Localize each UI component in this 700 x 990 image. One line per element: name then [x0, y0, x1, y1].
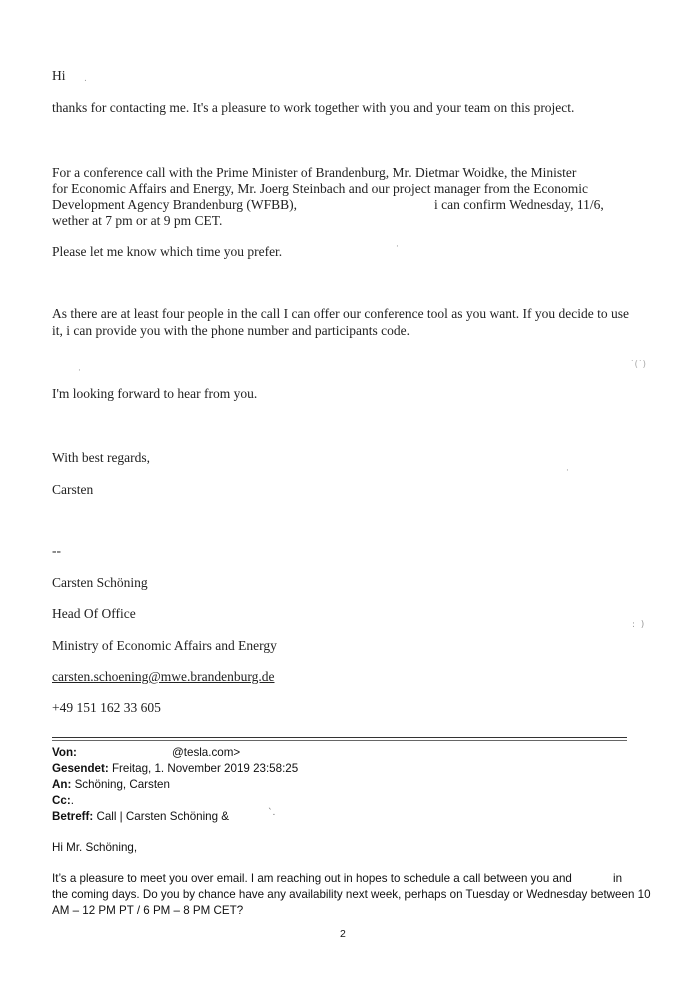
header-betreff-label: Betreff: — [52, 810, 94, 823]
reply-sender-name: Carsten — [52, 482, 94, 497]
header-cc-value: . — [70, 794, 74, 807]
reply-paragraph-4-line-2: it, i can provide you with the phone number and participants code. — [52, 323, 411, 338]
scan-speck: · — [78, 366, 81, 376]
forwarded-body-line-1b: in — [613, 872, 623, 885]
header-cc-row — [52, 793, 74, 809]
reply-paragraph-2-line-3a: Development Agency Brandenburg (WFBB), — [52, 197, 297, 212]
reply-paragraph-2-line-2: for Economic Affairs and Energy, Mr. Joerg Steinbach and our project manager from the Economic — [52, 181, 588, 196]
reply-paragraph-2-line-3b: i can confirm Wednesday, 11/6, — [434, 197, 604, 212]
header-divider — [52, 737, 627, 738]
signature-ministry: Ministry of Economic Affairs and Energy — [52, 638, 277, 653]
header-divider-shadow — [52, 740, 627, 741]
forwarded-body-line-2: the coming days. Do you by chance have any availability next week, perhaps on Tuesday or Wednesday between 10 — [52, 888, 651, 901]
reply-paragraph-4-line-1: As there are at least four people in the call I can offer our conference tool as you want. If you decide to use — [52, 306, 630, 321]
header-gesendet-label: Gesendet: — [52, 762, 109, 775]
header-gesendet-row — [52, 761, 298, 777]
scan-speck: : ) — [632, 620, 645, 630]
reply-paragraph-2-line-1: For a conference call with the Prime Minister of Brandenburg, Mr. Dietmar Woidke, the Minister — [52, 165, 577, 180]
header-von-label: Von: — [52, 746, 77, 759]
header-an-value: Schöning, Carsten — [74, 778, 170, 791]
header-von-row — [52, 745, 77, 761]
header-cc-label: Cc: — [52, 794, 71, 807]
signature-title: Head Of Office — [52, 606, 136, 621]
header-gesendet-value: Freitag, 1. November 2019 23:58:25 — [111, 762, 299, 775]
scan-speck: . — [84, 74, 87, 84]
page-number: 2 — [340, 928, 346, 940]
signature-full-name: Carsten Schöning — [52, 575, 148, 590]
header-von-value: @tesla.com> — [172, 746, 241, 759]
scan-speck: `. — [268, 808, 276, 818]
header-betreff-row — [52, 809, 229, 825]
signature-email-link[interactable]: carsten.schoening@mwe.brandenburg.de — [52, 669, 275, 684]
reply-paragraph-1: thanks for contacting me. It's a pleasure to work together with you and your team on this project. — [52, 100, 575, 115]
scan-speck: ˙(˙) — [630, 360, 647, 370]
scan-speck: · — [566, 466, 569, 476]
reply-paragraph-2-line-4: wether at 7 pm or at 9 pm CET. — [52, 213, 223, 228]
header-betreff-value: Call | Carsten Schöning & — [96, 810, 230, 823]
reply-closing: With best regards, — [52, 450, 151, 465]
forwarded-body-line-3: AM – 12 PM PT / 6 PM – 8 PM CET? — [52, 904, 244, 917]
signature-separator: -- — [52, 543, 61, 558]
reply-greeting: Hi — [52, 68, 66, 83]
header-an-label: An: — [52, 778, 72, 791]
reply-paragraph-3: Please let me know which time you prefer. — [52, 244, 283, 259]
scan-speck: · — [396, 242, 399, 252]
forwarded-body-line-1a: It’s a pleasure to meet you over email. I am reaching out in hopes to schedule a call between you and — [52, 872, 572, 885]
reply-paragraph-5: I'm looking forward to hear from you. — [52, 386, 258, 401]
header-an-row — [52, 777, 170, 793]
forwarded-greeting: Hi Mr. Schöning, — [52, 841, 138, 854]
signature-phone: +49 151 162 33 605 — [52, 700, 161, 715]
